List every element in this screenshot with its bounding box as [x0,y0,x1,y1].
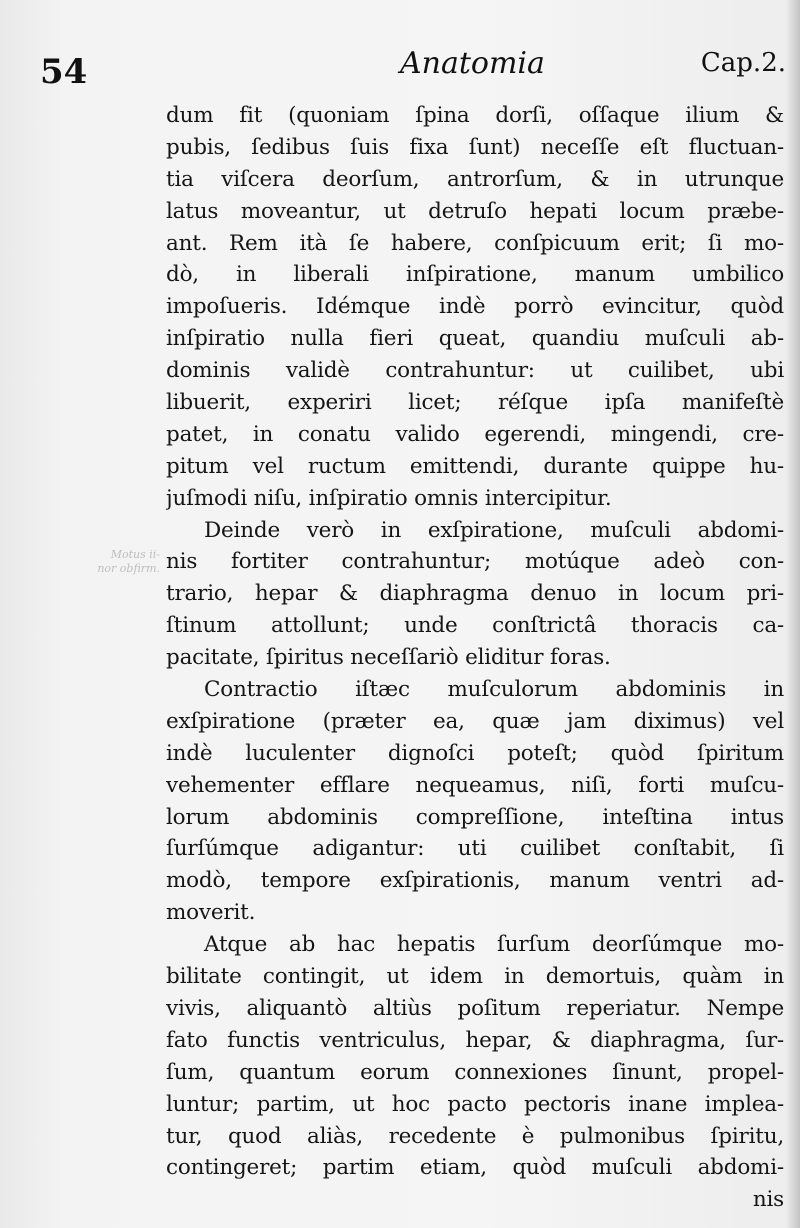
text-line: tia viſcera deorſum, antrorſum, & in utrunque [166,166,784,192]
margin-note: Motus ii- nor obfirm. [97,548,160,575]
catchword: nis [752,1187,784,1213]
text-line: lorum abdominis compreſſione, inteſtina intus [166,804,784,830]
text-line: modò, tempore exſpirationis, manum ventri ad- [166,868,784,894]
text-line: pitum vel ructum emittendi, durante quippe hu- [166,453,784,479]
text-line: dum fit (quoniam ſpina dorſi, oſſaque ilium & [166,103,784,128]
page-header [40,46,790,96]
text-line: impoſueris. Idémque indè porrò evincitur, quòd [166,294,784,320]
text-line: vivis, aliquantò altiùs poſitum reperiatur. Nempe [166,995,784,1021]
text-line: ſum, quantum eorum connexiones ſinunt, propel- [166,1059,784,1085]
text-line: Contractio iſtæc muſculorum abdominis in [204,677,784,703]
text-line: juſmodi niſu, inſpiratio omnis intercipitur. [166,485,612,511]
text-line: bilitate contingit, ut idem in demortuis, quàm in [166,964,784,990]
text-line: nis fortiter contrahuntur; motúque adeò con- [166,549,784,575]
text-line: pubis, ſedibus ſuis fixa ſunt) neceſſe eſt fluctuan- [166,134,784,160]
text-line: tur, quod aliàs, recedente è pulmonibus ſpiritu, [166,1123,784,1149]
text-line: libuerit, experiri licet; réſque ipſa manifeſtè [166,390,784,416]
text-line: Deinde verò in exſpiratione, muſculi abdomi- [204,517,784,543]
text-line: exſpiratione (præter ea, quæ jam diximus) vel [166,708,784,734]
text-line: inſpiratio nulla fieri queat, quandiu muſculi ab- [166,326,784,352]
text-line: fato functis ventriculus, hepar, & diaphragma, ſur- [166,1027,784,1053]
chapter-label: Cap.2. [700,48,786,78]
text-line: dò, in liberali inſpiratione, manum umbilico [166,262,784,288]
text-line: ſtinum attollunt; unde conſtrictâ thoracis ca- [166,613,784,639]
body-text [166,100,784,1216]
text-line: trario, hepar & diaphragma denuo in locum pri- [166,581,784,607]
text-line: patet, in conatu valido egerendi, mingendi, cre- [166,421,784,447]
text-line: Atque ab hac hepatis ſurſum deorſúmque mo- [204,932,784,958]
text-line: luntur; partim, ut hoc pacto pectoris inane implea- [166,1091,784,1117]
text-line: indè luculenter dignoſci poteſt; quòd ſpiritum [166,740,784,766]
page-edge-shadow [786,0,800,1228]
text-line: dominis validè contrahuntur: ut cuilibet, ubi [166,358,784,384]
text-line: latus moveantur, ut detruſo hepati locum præbe- [166,198,784,224]
text-line: vehementer efflare nequeamus, niſi, forti muſcu- [166,772,784,798]
text-line: moverit. [166,900,256,926]
page-number: 54 [40,52,88,92]
text-line: contingeret; partim etiam, quòd muſculi abdomi- [166,1155,784,1181]
text-line: ſurſúmque adigantur: uti cuilibet conſtabit, ſi [166,836,784,862]
text-line: pacitate, ſpiritus neceſſariò eliditur foras. [166,645,611,671]
text-line: ant. Rem ità ſe habere, conſpicuum erit; ſi mo- [166,230,784,256]
running-title: Anatomia [400,46,545,81]
